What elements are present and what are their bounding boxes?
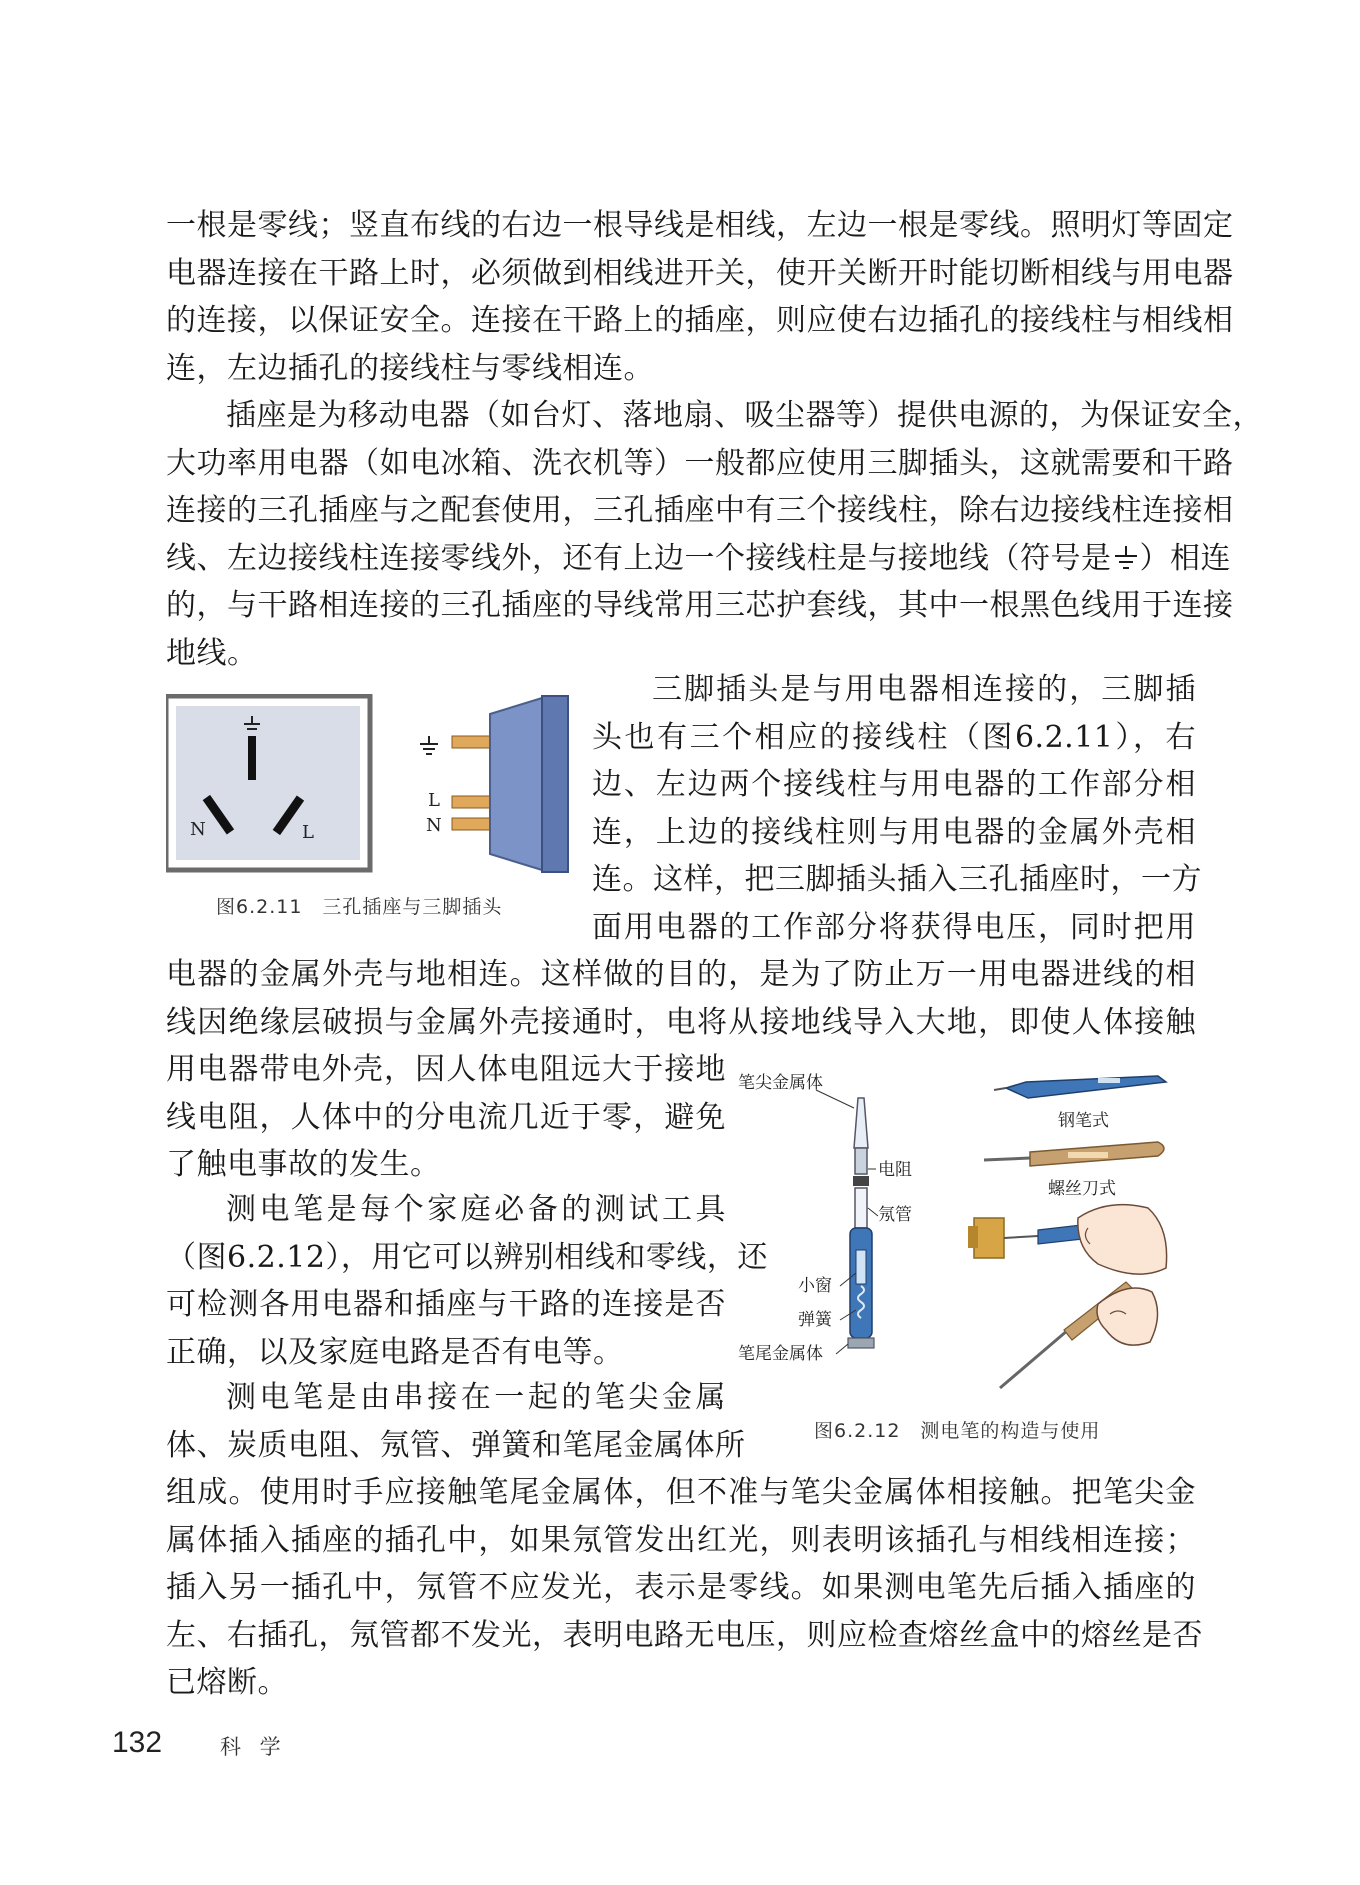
pen-structure (848, 1098, 874, 1348)
text-fragment: 线、左边接线柱连接零线外，还有上边一个接线柱是与接地线（符号是 (166, 540, 1112, 576)
socket-and-plug-illustration (166, 694, 586, 894)
paragraph-3-left (166, 1046, 726, 1189)
text-line: 正确，以及家庭电路是否有电等。 (166, 1334, 624, 1370)
text-line: 左、右插孔，氖管都不发光，表明电路无电压，则应检查熔丝盒中的熔丝是否 (166, 1617, 1203, 1653)
plug-body (490, 698, 542, 870)
paragraph-5-left (166, 1374, 746, 1469)
text-line: 一根是零线；竖直布线的右边一根导线是相线，左边一根是零线。照明灯等固定 (166, 208, 1234, 243)
paragraph-3-side (592, 666, 1202, 951)
plug-n-label: N (426, 815, 442, 836)
text-line: 插入另一插孔中，氖管不应发光，表示是零线。如果测电笔先后插入插座的 (166, 1570, 1196, 1605)
label-screwdriver-type: 螺丝刀式 (1048, 1179, 1116, 1199)
hand-testing-socket (968, 1205, 1167, 1274)
paragraph-2 (166, 392, 1263, 677)
text-line: 测电笔是由串接在一起的笔尖金属 (226, 1380, 726, 1415)
paragraph-4 (166, 1186, 768, 1376)
text-line: 头也有三个相应的接线柱（图6.2.11），右 (592, 719, 1196, 755)
label-resistor: 电阻 (878, 1160, 912, 1180)
label-neon: 氖管 (878, 1205, 912, 1225)
paragraph-3-full (166, 951, 1196, 1046)
socket-n-label: N (190, 819, 206, 840)
text-line: 已熔断。 (166, 1665, 288, 1700)
text-line: 线因绝缘层破损与金属外壳接通时，电将从接地线导入大地，即使人体接触 (166, 1004, 1196, 1040)
text-line: 大功率用电器（如电冰箱、洗衣机等）一般都应使用三脚插头，这就需要和干路 (166, 445, 1234, 481)
figure-caption: 图6.2.11 三孔插座与三脚插头 (216, 896, 503, 918)
text-line: 连接的三孔插座与之配套使用，三孔插座中有三个接线柱，除右边接线柱连接相 (166, 493, 1234, 528)
text-line: 三脚插头是与用电器相连接的，三脚插 (652, 672, 1196, 707)
paragraph-5-full (166, 1469, 1203, 1707)
text-line: 电器的金属外壳与地相连。这样做的目的，是为了防止万一用电器进线的相 (166, 957, 1196, 992)
hand-holding-screwdriver (1000, 1282, 1158, 1388)
text-line: 电器连接在干路上时，必须做到相线进开关，使开关断开时能切断相线与用电器 (166, 255, 1234, 291)
label-window: 小窗 (798, 1276, 832, 1296)
text-line: 测电笔是每个家庭必备的测试工具 (226, 1192, 726, 1227)
text-line: 连。这样，把三脚插头插入三孔插座时，一方 (592, 862, 1202, 897)
page-number: 132 (112, 1726, 163, 1759)
text-line: 体、炭质电阻、氖管、弹簧和笔尾金属体所 (166, 1427, 746, 1463)
plug-live-pin (452, 796, 490, 808)
text-line: 连，上边的接线柱则与用电器的金属外壳相 (592, 814, 1196, 850)
label-tail: 笔尾金属体 (738, 1344, 823, 1364)
test-pen-illustration (738, 1068, 1178, 1408)
text-line: 属体插入插座的插孔中，如果氖管发出红光，则表明该插孔与相线相连接； (166, 1522, 1196, 1558)
ground-symbol-icon (1112, 541, 1140, 576)
text-fragment: ）相连 (1139, 540, 1231, 576)
text-line: 组成。使用时手应接触笔尾金属体，但不准与笔尖金属体相接触。把笔尖金 (166, 1475, 1196, 1510)
plug-neutral-pin (452, 818, 490, 830)
figure-caption: 图6.2.12 测电笔的构造与使用 (814, 1420, 1101, 1442)
pen-type-tester (994, 1076, 1166, 1098)
text-line: 面用电器的工作部分将获得电压，同时把用 (592, 909, 1196, 945)
socket-l-label: L (302, 822, 314, 843)
label-spring: 弹簧 (798, 1310, 832, 1330)
label-pen-type: 钢笔式 (1058, 1111, 1109, 1131)
plug-l-label: L (428, 790, 440, 811)
plug-back (542, 696, 568, 872)
text-line: 用电器带电外壳，因人体电阻远大于接地 (166, 1052, 726, 1087)
screwdriver-type-tester (984, 1142, 1164, 1166)
paragraph-1 (166, 202, 1234, 392)
text-line: 可检测各用电器和插座与干路的连接是否 (166, 1287, 726, 1322)
text-line: 地线。 (166, 635, 258, 671)
label-tip: 笔尖金属体 (738, 1073, 823, 1093)
text-line: 的，与干路相连接的三孔插座的导线常用三芯护套线，其中一根黑色线用于连接 (166, 588, 1234, 623)
ground-slot (248, 736, 256, 780)
text-line: （图6.2.12），用它可以辨别相线和零线，还 (166, 1239, 768, 1275)
figure-6-2-12 (738, 1068, 1178, 1448)
text-line: 了触电事故的发生。 (166, 1147, 441, 1182)
text-line: 插座是为移动电器（如台灯、落地扇、吸尘器等）提供电源的，为保证安全， (226, 398, 1263, 433)
text-line-with-symbol (166, 535, 1231, 583)
text-line: 连，左边插孔的接线柱与零线相连。 (166, 350, 654, 386)
text-line: 边、左边两个接线柱与用电器的工作部分相 (592, 767, 1196, 802)
text-line: 线电阻，人体中的分电流几近于零，避免 (166, 1099, 726, 1135)
plug-ground-pin (452, 736, 490, 748)
text-line: 的连接，以保证安全。连接在干路上的插座，则应使右边插孔的接线柱与相线相 (166, 303, 1234, 338)
subject-label: 科 学 (220, 1735, 287, 1759)
figure-6-2-11 (166, 694, 586, 934)
